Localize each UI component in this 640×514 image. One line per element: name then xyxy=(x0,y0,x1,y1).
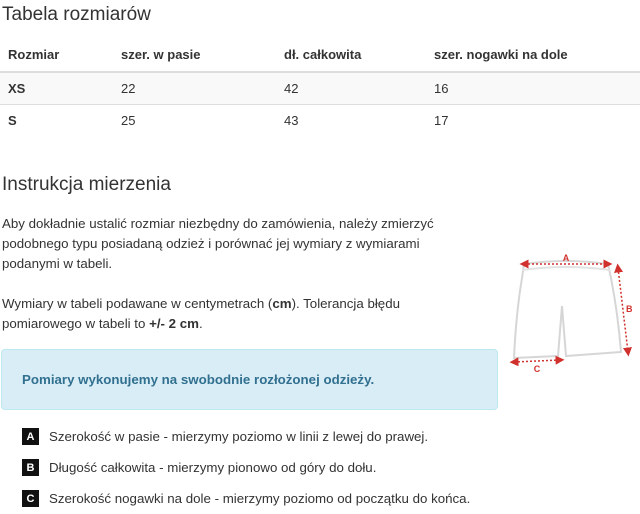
tolerance-text: ). Tolerancja błędu pomiarowego w tabeli to xyxy=(2,296,400,331)
size-cell: XS xyxy=(0,72,113,105)
value-cell: 22 xyxy=(113,72,276,105)
column-header: szer. w pasie xyxy=(113,38,276,72)
diagram-label: A xyxy=(562,253,570,263)
diagram-label: B xyxy=(626,304,633,314)
value-cell: 16 xyxy=(426,72,640,105)
letter-badge: B xyxy=(22,459,39,476)
value-cell: 42 xyxy=(276,72,426,105)
size-table xyxy=(0,38,640,136)
shorts-measurement-icon xyxy=(500,244,640,374)
instructions-paragraph: Aby dokładnie ustalić rozmiar niezbędny do zamówienia, należy zmierzyć podobnego typu posiadaną odzież i porównać jej wymiary z wymiarami podanymi w tabeli. xyxy=(2,216,434,271)
list-item xyxy=(22,452,470,483)
value-cell: 43 xyxy=(276,105,426,137)
tolerance-paragraph xyxy=(2,294,472,334)
legend-text: Szerokość w pasie - mierzymy poziomo w linii z lewej do prawej. xyxy=(49,429,429,444)
column-header: szer. nogawki na dole xyxy=(426,38,640,72)
size-cell: S xyxy=(0,105,113,137)
table-row xyxy=(0,105,640,137)
value-cell: 25 xyxy=(113,105,276,137)
letter-badge: C xyxy=(22,490,39,507)
column-header: Rozmiar xyxy=(0,38,113,72)
measurement-legend xyxy=(22,421,470,514)
column-header: dł. całkowita xyxy=(276,38,426,72)
legend-text: Szerokość nogawki na dole - mierzymy poziomo od początku do końca. xyxy=(49,491,471,506)
tolerance-text: Wymiary w tabeli podawane w centymetrach ( xyxy=(2,296,273,311)
table-header-row xyxy=(0,38,640,72)
unit-text: cm xyxy=(272,296,292,311)
tolerance-text: . xyxy=(198,316,203,331)
instructions-title: Instrukcja mierzenia xyxy=(2,174,171,195)
diagram-label: C xyxy=(533,364,541,374)
table-row xyxy=(0,72,640,105)
letter-badge: A xyxy=(22,428,39,445)
list-item xyxy=(22,421,470,452)
list-item xyxy=(22,483,470,514)
tolerance-value: +/- 2 cm xyxy=(149,316,199,331)
legend-text: Długość całkowita - mierzymy pionowo od góry do dołu. xyxy=(49,460,377,475)
value-cell: 17 xyxy=(426,105,640,137)
info-alert: Pomiary wykonujemy na swobodnie rozłożonej odzieży. xyxy=(1,349,498,410)
size-table-title: Tabela rozmiarów xyxy=(2,4,151,25)
